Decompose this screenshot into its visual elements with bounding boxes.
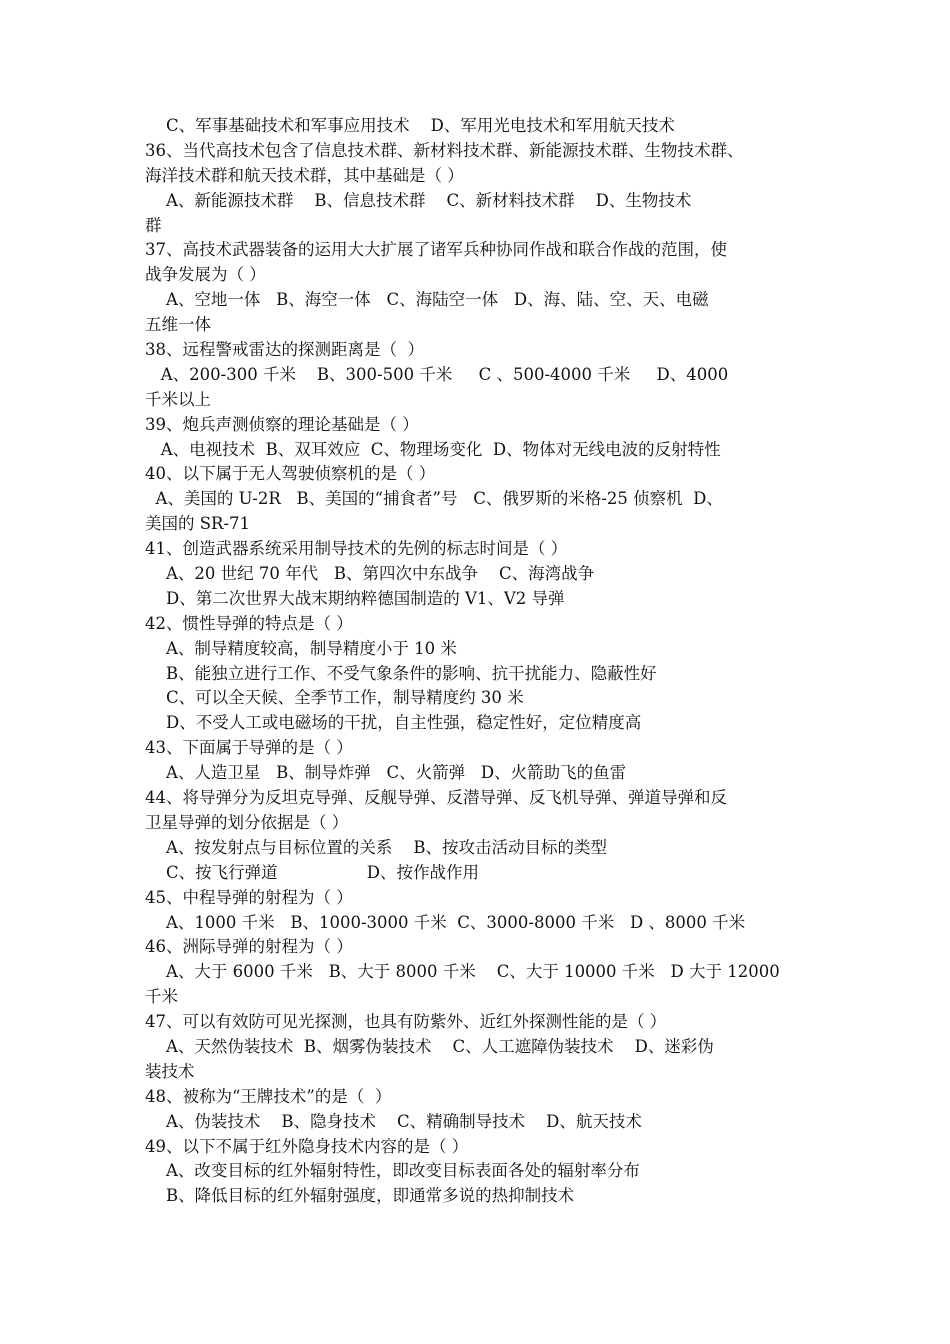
options-line: A、天然伪装技术 B、烟雾伪装技术 C、人工遮障伪装技术 D、迷彩伪: [145, 1036, 714, 1056]
text-line: 群: [145, 215, 162, 235]
question-41: 41、创造武器系统采用制导技术的先例的标志时间是（ ）: [145, 539, 568, 559]
question-44: 44、将导弹分为反坦克导弹、反舰导弹、反潜导弹、反飞机导弹、弹道导弹和反: [145, 788, 727, 808]
text-line: 五维一体: [145, 315, 211, 335]
question-37: 37、高技术武器装备的运用大大扩展了诸军兵种协同作战和联合作战的范围，使: [145, 240, 727, 260]
question-39: 39、炮兵声测侦察的理论基础是（ ）: [145, 414, 419, 434]
option-a: A、改变目标的红外辐射特性，即改变目标表面各处的辐射率分布: [145, 1161, 640, 1181]
options-line: A、人造卫星 B、制导炸弹 C、火箭弹 D、火箭助飞的鱼雷: [145, 763, 627, 783]
options-line: A、新能源技术群 B、信息技术群 C、新材料技术群 D、生物技术: [145, 190, 692, 210]
question-49: 49、以下不属于红外隐身技术内容的是（ ）: [145, 1136, 469, 1156]
options-line: A、20 世纪 70 年代 B、第四次中东战争 C、海湾战争: [145, 564, 595, 584]
text-line: 千米以上: [145, 389, 211, 409]
question-40: 40、以下属于无人驾驶侦察机的是（ ）: [145, 464, 436, 484]
text-line: 海洋技术群和航天技术群，其中基础是（ ）: [145, 165, 464, 185]
options-line: A、电视技术 B、双耳效应 C、物理场变化 D、物体对无线电波的反射特性: [145, 439, 721, 459]
options-line: A、200-300 千米 B、300-500 千米 C 、500-4000 千米 D、4000: [145, 364, 729, 384]
option-d: D、不受人工或电磁场的干扰，自主性强，稳定性好，定位精度高: [145, 713, 642, 733]
options-line: A、按发射点与目标位置的关系 B、按攻击活动目标的类型: [145, 837, 607, 857]
document-page: [145, 114, 810, 1209]
text-line: 装技术: [145, 1061, 195, 1081]
options-line: A、伪装技术 B、隐身技术 C、精确制导技术 D、航天技术: [145, 1111, 642, 1131]
options-line: A、1000 千米 B、1000-3000 千米 C、3000-8000 千米 D 、8000 千米: [145, 912, 746, 932]
question-45: 45、中程导弹的射程为（ ）: [145, 887, 353, 907]
options-line: C、按飞行弹道 D、按作战作用: [145, 862, 479, 882]
options-line: A、美国的 U-2R B、美国的“捕食者”号 C、俄罗斯的米格-25 侦察机 D、: [145, 489, 723, 509]
options-line: A、空地一体 B、海空一体 C、海陆空一体 D、海、陆、空、天、电磁: [145, 290, 709, 310]
option-b: B、能独立进行工作、不受气象条件的影响、抗干扰能力、隐蔽性好: [145, 663, 657, 683]
options-line: A、大于 6000 千米 B、大于 8000 千米 C、大于 10000 千米 D 大于 12000: [145, 962, 780, 982]
option-a: A、制导精度较高，制导精度小于 10 米: [145, 638, 457, 658]
text-line: 美国的 SR-71: [145, 514, 251, 534]
text-line: 卫星导弹的划分依据是（ ）: [145, 812, 349, 832]
question-38: 38、远程警戒雷达的探测距离是（ ）: [145, 340, 424, 360]
option-c: C、可以全天候、全季节工作，制导精度约 30 米: [145, 688, 524, 708]
question-36: 36、当代高技术包含了信息技术群、新材料技术群、新能源技术群、生物技术群、: [145, 140, 744, 160]
question-47: 47、可以有效防可见光探测，也具有防紫外、近红外探测性能的是（ ）: [145, 1012, 667, 1032]
question-42: 42、惯性导弹的特点是（ ）: [145, 613, 353, 633]
text-line: C、军事基础技术和军事应用技术 D、军用光电技术和军用航天技术: [145, 116, 675, 135]
options-line: D、第二次世界大战末期纳粹德国制造的 V1、V2 导弹: [145, 588, 565, 608]
option-b: B、降低目标的红外辐射强度，即通常多说的热抑制技术: [145, 1186, 575, 1206]
text-line: 千米: [145, 987, 178, 1007]
question-46: 46、洲际导弹的射程为（ ）: [145, 937, 353, 957]
question-43: 43、下面属于导弹的是（ ）: [145, 738, 353, 758]
question-48: 48、被称为“王牌技术”的是（ ）: [145, 1086, 392, 1106]
text-line: 战争发展为（ ）: [145, 265, 266, 285]
